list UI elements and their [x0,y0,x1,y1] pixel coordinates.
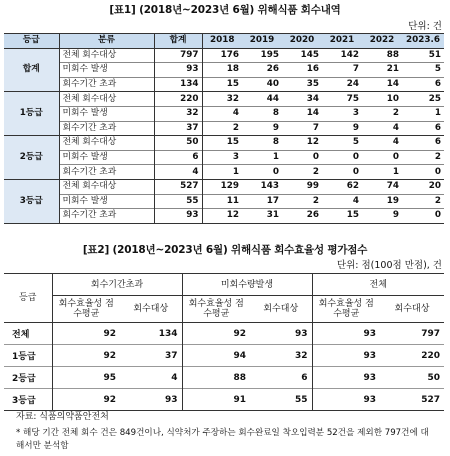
category-cell: 회수기간 초과 [59,209,154,224]
category-cell: 전체 회수대상 [59,179,154,194]
table1-header-row [4,34,444,49]
value-cell: 1 [202,165,242,180]
count-cell: 37 [120,345,182,367]
table-row [4,106,444,121]
score-cell: 91 [182,389,250,411]
value-cell: 4 [322,194,362,209]
value-cell: 2 [202,121,242,136]
value-cell: 35 [282,77,322,92]
table-row [4,136,444,151]
table1-title: [표1] (2018년~2023년 6월) 위해식품 회수내역 [109,4,341,16]
value-cell: 75 [322,92,362,107]
total-cell: 32 [154,106,202,121]
table2-count-header: 회수대상 [120,296,182,323]
table2-group-header: 회수기간초과 [52,274,182,296]
value-cell: 34 [282,92,322,107]
grade-cell: 3등급 [4,389,52,411]
recall-efficiency-table [4,273,444,411]
grade-cell: 2등급 [4,136,59,180]
value-cell: 14 [362,77,402,92]
value-cell: 10 [362,92,402,107]
table1-column-header: 2020 [282,34,322,49]
value-cell: 2 [402,150,444,165]
value-cell: 9 [322,121,362,136]
value-cell: 4 [362,136,402,151]
count-cell: 50 [380,367,444,389]
value-cell: 3 [202,150,242,165]
table2-score-header: 회수효율성 점수평균 [182,296,250,323]
table2-group-header: 전체 [312,274,444,296]
total-cell: 6 [154,150,202,165]
table2-group-header: 미회수량발생 [182,274,312,296]
score-cell: 93 [312,323,380,345]
table-row [4,48,444,63]
value-cell: 195 [242,48,282,63]
value-cell: 25 [402,92,444,107]
value-cell: 6 [402,121,444,136]
table-row [4,209,444,224]
table-row [4,165,444,180]
table-row [4,150,444,165]
table-row [4,194,444,209]
score-cell: 92 [52,345,120,367]
value-cell: 6 [402,136,444,151]
value-cell: 1 [362,165,402,180]
value-cell: 143 [242,179,282,194]
count-cell: 55 [250,389,312,411]
score-cell: 94 [182,345,250,367]
count-cell: 220 [380,345,444,367]
value-cell: 145 [282,48,322,63]
value-cell: 9 [242,121,282,136]
grade-cell: 3등급 [4,179,59,223]
score-cell: 93 [312,367,380,389]
table2-count-header: 회수대상 [250,296,312,323]
table2-title: [표2] (2018년~2023년 6월) 위해식품 회수효율성 평가점수 [82,244,368,256]
table1-column-header: 등급 [4,34,59,49]
total-cell: 797 [154,48,202,63]
value-cell: 6 [402,77,444,92]
count-cell: 93 [250,323,312,345]
value-cell: 15 [202,77,242,92]
table-row [4,389,444,411]
table2-unit: 단위: 점(100점 만점), 건 [336,260,442,271]
value-cell: 142 [322,48,362,63]
category-cell: 전체 회수대상 [59,48,154,63]
value-cell: 74 [362,179,402,194]
value-cell: 0 [362,150,402,165]
table-row [4,367,444,389]
total-cell: 93 [154,209,202,224]
table1-column-header: 2019 [242,34,282,49]
table2-score-header: 회수효율성 점수평균 [52,296,120,323]
grade-cell: 1등급 [4,92,59,136]
table-row [4,345,444,367]
category-cell: 미회수 발생 [59,63,154,78]
score-cell: 93 [312,345,380,367]
value-cell: 31 [242,209,282,224]
value-cell: 2 [282,165,322,180]
value-cell: 21 [362,63,402,78]
category-cell: 미회수 발생 [59,150,154,165]
category-cell: 미회수 발생 [59,194,154,209]
total-cell: 220 [154,92,202,107]
value-cell: 18 [202,63,242,78]
value-cell: 17 [242,194,282,209]
value-cell: 88 [362,48,402,63]
count-cell: 4 [120,367,182,389]
value-cell: 5 [322,136,362,151]
score-cell: 88 [182,367,250,389]
value-cell: 0 [242,165,282,180]
score-cell: 92 [52,389,120,411]
total-cell: 4 [154,165,202,180]
footnote: * 해당 기간 전체 회수 건은 849건이나, 식약처가 주장하는 회수완료일 착오입력분 52건을 제외한 797건에 대해서만 분석함 [16,428,429,451]
table-row [4,323,444,345]
value-cell: 15 [322,209,362,224]
value-cell: 7 [322,63,362,78]
value-cell: 26 [242,63,282,78]
value-cell: 40 [242,77,282,92]
value-cell: 1 [242,150,282,165]
value-cell: 0 [322,165,362,180]
table2-count-header: 회수대상 [380,296,444,323]
total-cell: 527 [154,179,202,194]
value-cell: 15 [202,136,242,151]
table-row [4,179,444,194]
count-cell: 527 [380,389,444,411]
category-cell: 회수기간 초과 [59,77,154,92]
value-cell: 32 [202,92,242,107]
value-cell: 7 [282,121,322,136]
count-cell: 32 [250,345,312,367]
value-cell: 2 [402,194,444,209]
source-note: 자료: 식품의약품안전처 [16,412,109,422]
value-cell: 24 [322,77,362,92]
score-cell: 92 [182,323,250,345]
value-cell: 8 [242,136,282,151]
total-cell: 93 [154,63,202,78]
value-cell: 4 [202,106,242,121]
table1-unit: 단위: 건 [408,21,442,32]
table2-score-header: 회수효율성 점수평균 [312,296,380,323]
value-cell: 0 [402,209,444,224]
value-cell: 176 [202,48,242,63]
table-row [4,92,444,107]
table1-column-header: 합계 [154,34,202,49]
value-cell: 2 [362,106,402,121]
total-cell: 134 [154,77,202,92]
count-cell: 93 [120,389,182,411]
value-cell: 1 [402,106,444,121]
value-cell: 0 [322,150,362,165]
value-cell: 44 [242,92,282,107]
value-cell: 9 [362,209,402,224]
category-cell: 전체 회수대상 [59,136,154,151]
value-cell: 4 [362,121,402,136]
value-cell: 5 [402,63,444,78]
recall-history-table [4,33,444,224]
table1-column-header: 분류 [59,34,154,49]
category-cell: 회수기간 초과 [59,165,154,180]
score-cell: 92 [52,323,120,345]
table1-column-header: 2018 [202,34,242,49]
value-cell: 129 [202,179,242,194]
value-cell: 20 [402,179,444,194]
count-cell: 797 [380,323,444,345]
score-cell: 95 [52,367,120,389]
value-cell: 12 [202,209,242,224]
value-cell: 11 [202,194,242,209]
value-cell: 26 [282,209,322,224]
category-cell: 미회수 발생 [59,106,154,121]
value-cell: 62 [322,179,362,194]
total-cell: 37 [154,121,202,136]
table2-grade-header: 등급 [4,274,52,323]
value-cell: 8 [242,106,282,121]
value-cell: 14 [282,106,322,121]
count-cell: 6 [250,367,312,389]
value-cell: 3 [322,106,362,121]
table1-column-header: 2021 [322,34,362,49]
value-cell: 51 [402,48,444,63]
value-cell: 2 [282,194,322,209]
grade-cell: 2등급 [4,367,52,389]
value-cell: 0 [402,165,444,180]
table-row [4,77,444,92]
total-cell: 55 [154,194,202,209]
table1-column-header: 2022 [362,34,402,49]
grade-cell: 전체 [4,323,52,345]
value-cell: 99 [282,179,322,194]
score-cell: 93 [312,389,380,411]
category-cell: 회수기간 초과 [59,121,154,136]
count-cell: 134 [120,323,182,345]
table1-column-header: 2023.6 [402,34,444,49]
table-row [4,63,444,78]
total-cell: 50 [154,136,202,151]
grade-cell: 1등급 [4,345,52,367]
grade-cell: 합계 [4,48,59,92]
table-row [4,121,444,136]
value-cell: 12 [282,136,322,151]
value-cell: 19 [362,194,402,209]
value-cell: 16 [282,63,322,78]
category-cell: 전체 회수대상 [59,92,154,107]
value-cell: 0 [282,150,322,165]
